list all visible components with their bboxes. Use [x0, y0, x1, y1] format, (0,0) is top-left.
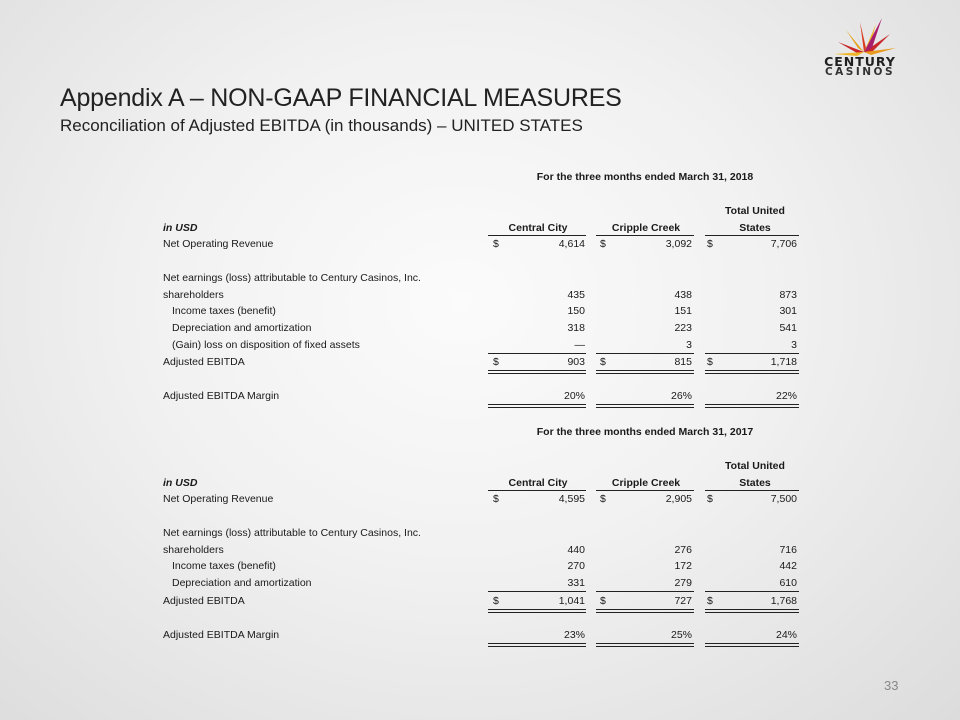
total-double-rule: [488, 609, 586, 613]
value-cell: 3: [791, 339, 797, 351]
total-double-rule: [596, 643, 694, 647]
total-double-rule: [705, 404, 799, 408]
value-cell: 276: [674, 544, 692, 556]
value-cell: 223: [674, 322, 692, 334]
table-period-title: For the three months ended March 31, 2018: [536, 171, 754, 183]
total-double-rule: [705, 370, 799, 374]
row-label: shareholders: [163, 289, 224, 301]
subtotal-rule: [705, 591, 799, 592]
value-cell: 4,595: [558, 493, 585, 505]
dollar-sign: $: [600, 238, 606, 250]
dollar-sign: $: [707, 493, 713, 505]
value-cell: 3,092: [665, 238, 692, 250]
column-header: Cripple Creek: [611, 477, 681, 489]
value-cell: 1,718: [770, 356, 797, 368]
value-cell: 331: [567, 577, 585, 589]
value-cell: 2,905: [665, 493, 692, 505]
value-cell: 1,768: [770, 595, 797, 607]
value-cell: 4,614: [558, 238, 585, 250]
value-cell: 435: [567, 289, 585, 301]
total-double-rule: [596, 370, 694, 374]
header-underline: [705, 235, 799, 236]
value-cell: 903: [567, 356, 585, 368]
subtotal-rule: [705, 353, 799, 354]
page-number: 33: [884, 678, 899, 693]
value-cell: 438: [674, 289, 692, 301]
unit-label: in USD: [163, 477, 198, 489]
value-cell: 172: [674, 560, 692, 572]
row-label: Net earnings (loss) attributable to Century Casinos, Inc.: [163, 272, 421, 284]
row-label: Depreciation and amortization: [172, 322, 312, 334]
row-label: Adjusted EBITDA: [163, 595, 245, 607]
total-double-rule: [705, 609, 799, 613]
column-header: Central City: [508, 222, 568, 234]
value-cell: 270: [567, 560, 585, 572]
value-cell: 151: [674, 305, 692, 317]
unit-label: in USD: [163, 222, 198, 234]
header-underline: [488, 235, 586, 236]
total-double-rule: [596, 404, 694, 408]
row-label: Net Operating Revenue: [163, 238, 274, 250]
column-header: States: [739, 222, 771, 234]
total-double-rule: [705, 643, 799, 647]
page-subtitle: Reconciliation of Adjusted EBITDA (in thousands) – UNITED STATES: [60, 116, 583, 135]
dollar-sign: $: [600, 493, 606, 505]
row-label: Net earnings (loss) attributable to Century Casinos, Inc.: [163, 527, 421, 539]
column-header: Total United: [725, 460, 785, 472]
subtotal-rule: [596, 353, 694, 354]
row-label: Depreciation and amortization: [172, 577, 312, 589]
row-label: Adjusted EBITDA Margin: [163, 629, 280, 641]
logo-line2: CASINOS: [824, 66, 896, 78]
row-label: Adjusted EBITDA Margin: [163, 390, 280, 402]
dollar-sign: $: [493, 493, 499, 505]
header-underline: [596, 235, 694, 236]
dollar-sign: $: [493, 238, 499, 250]
value-cell: 23%: [563, 629, 585, 641]
value-cell: —: [574, 339, 585, 351]
header-underline: [488, 490, 586, 491]
value-cell: 716: [779, 544, 797, 556]
row-label: Income taxes (benefit): [172, 305, 276, 317]
value-cell: 7,500: [770, 493, 797, 505]
value-cell: 7,706: [770, 238, 797, 250]
dollar-sign: $: [600, 595, 606, 607]
column-header: Total United: [725, 205, 785, 217]
dollar-sign: $: [600, 356, 606, 368]
value-cell: 318: [567, 322, 585, 334]
value-cell: 279: [674, 577, 692, 589]
row-label: Adjusted EBITDA: [163, 356, 245, 368]
row-label: Income taxes (benefit): [172, 560, 276, 572]
dollar-sign: $: [493, 356, 499, 368]
value-cell: 541: [779, 322, 797, 334]
starburst-logo-icon: [812, 18, 912, 58]
page-title: Appendix A – NON-GAAP FINANCIAL MEASURES: [60, 84, 622, 112]
value-cell: 22%: [775, 390, 797, 402]
value-cell: 24%: [775, 629, 797, 641]
dollar-sign: $: [493, 595, 499, 607]
row-label: shareholders: [163, 544, 224, 556]
value-cell: 301: [779, 305, 797, 317]
subtotal-rule: [488, 591, 586, 592]
value-cell: 150: [567, 305, 585, 317]
value-cell: 440: [567, 544, 585, 556]
row-label: Net Operating Revenue: [163, 493, 274, 505]
value-cell: 20%: [563, 390, 585, 402]
table-period-title: For the three months ended March 31, 2017: [536, 426, 754, 438]
column-header: Cripple Creek: [611, 222, 681, 234]
subtotal-rule: [488, 353, 586, 354]
value-cell: 25%: [670, 629, 692, 641]
value-cell: 727: [674, 595, 692, 607]
dollar-sign: $: [707, 238, 713, 250]
total-double-rule: [488, 370, 586, 374]
value-cell: 3: [686, 339, 692, 351]
value-cell: 442: [779, 560, 797, 572]
dollar-sign: $: [707, 356, 713, 368]
header-underline: [705, 490, 799, 491]
value-cell: 26%: [670, 390, 692, 402]
column-header: Central City: [508, 477, 568, 489]
header-underline: [596, 490, 694, 491]
century-casinos-logo: [812, 18, 912, 90]
total-double-rule: [596, 609, 694, 613]
logo-line1: CENTURY: [824, 54, 896, 69]
value-cell: 610: [779, 577, 797, 589]
dollar-sign: $: [707, 595, 713, 607]
subtotal-rule: [596, 591, 694, 592]
column-header: States: [739, 477, 771, 489]
total-double-rule: [488, 404, 586, 408]
total-double-rule: [488, 643, 586, 647]
value-cell: 873: [779, 289, 797, 301]
value-cell: 815: [674, 356, 692, 368]
logo-wordmark: [812, 56, 908, 78]
row-label: (Gain) loss on disposition of fixed assets: [172, 339, 360, 351]
value-cell: 1,041: [558, 595, 585, 607]
